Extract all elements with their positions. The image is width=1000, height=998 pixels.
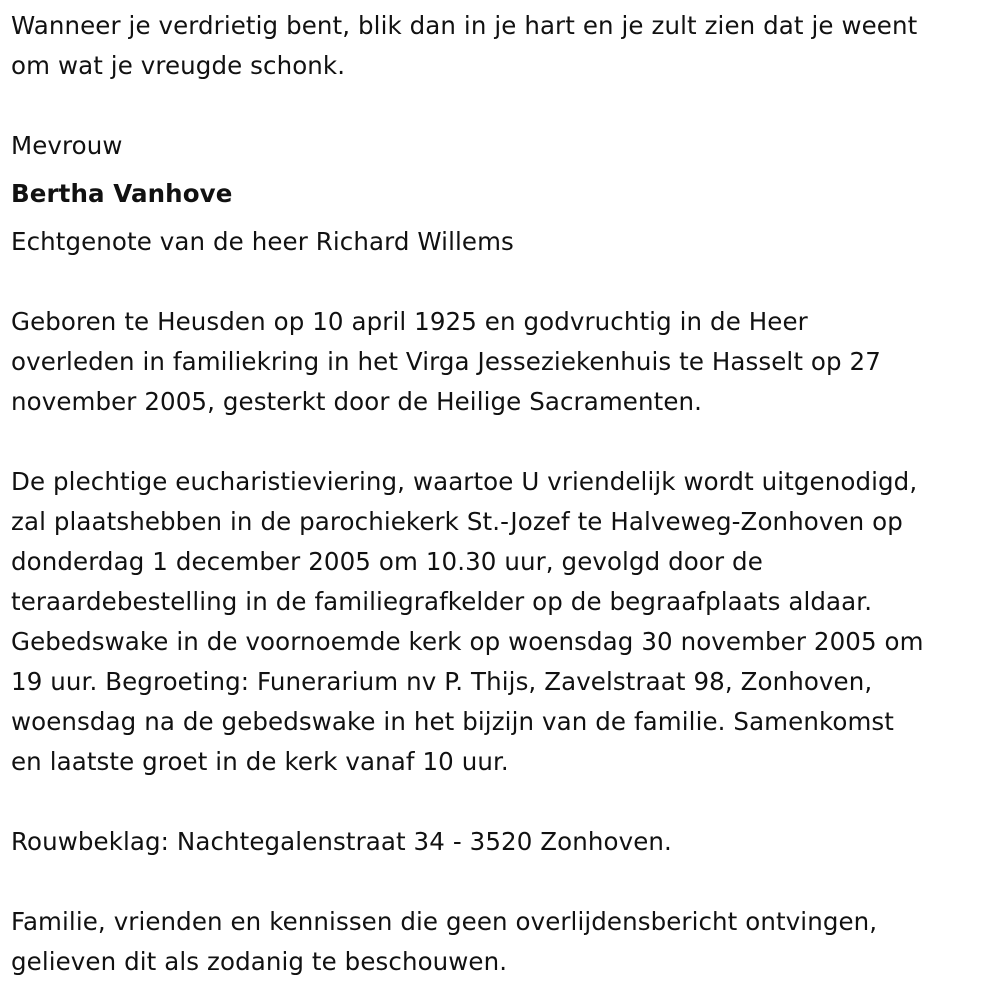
birth-death-line-3: november 2005, gesterkt door de Heilige Sacramenten.: [11, 387, 703, 416]
birth-death-line-1: Geboren te Heusden op 10 april 1925 en godvruchtig in de Heer: [11, 307, 808, 336]
ceremony-line-3: donderdag 1 december 2005 om 10.30 uur, gevolgd door de: [11, 547, 763, 576]
condolences-address: Rouwbeklag: Nachtegalenstraat 34 - 3520 Zonhoven.: [11, 827, 672, 856]
ceremony-line-7: woensdag na de gebedswake in het bijzijn van de familie. Samenkomst: [11, 707, 894, 736]
deceased-name: Bertha Vanhove: [11, 179, 233, 208]
ceremony-line-1: De plechtige eucharistieviering, waartoe U vriendelijk wordt uitgenodigd,: [11, 467, 918, 496]
quote-line-2: om wat je vreugde schonk.: [11, 51, 346, 80]
quote-line-1: Wanneer je verdrietig bent, blik dan in je hart en je zult zien dat je weent: [11, 11, 918, 40]
spouse-line: Echtgenote van de heer Richard Willems: [11, 227, 514, 256]
notice-line-1: Familie, vrienden en kennissen die geen overlijdensbericht ontvingen,: [11, 907, 878, 936]
birth-death-line-2: overleden in familiekring in het Virga Jesseziekenhuis te Hasselt op 27: [11, 347, 881, 376]
salutation: Mevrouw: [11, 131, 123, 160]
ceremony-line-6: 19 uur. Begroeting: Funerarium nv P. Thijs, Zavelstraat 98, Zonhoven,: [11, 667, 873, 696]
ceremony-line-2: zal plaatshebben in de parochiekerk St.-Jozef te Halveweg-Zonhoven op: [11, 507, 903, 536]
ceremony-line-5: Gebedswake in de voornoemde kerk op woensdag 30 november 2005 om: [11, 627, 924, 656]
ceremony-line-8: en laatste groet in de kerk vanaf 10 uur.: [11, 747, 509, 776]
notice-line-2: gelieven dit als zodanig te beschouwen.: [11, 947, 508, 976]
ceremony-line-4: teraardebestelling in de familiegrafkelder op de begraafplaats aldaar.: [11, 587, 873, 616]
